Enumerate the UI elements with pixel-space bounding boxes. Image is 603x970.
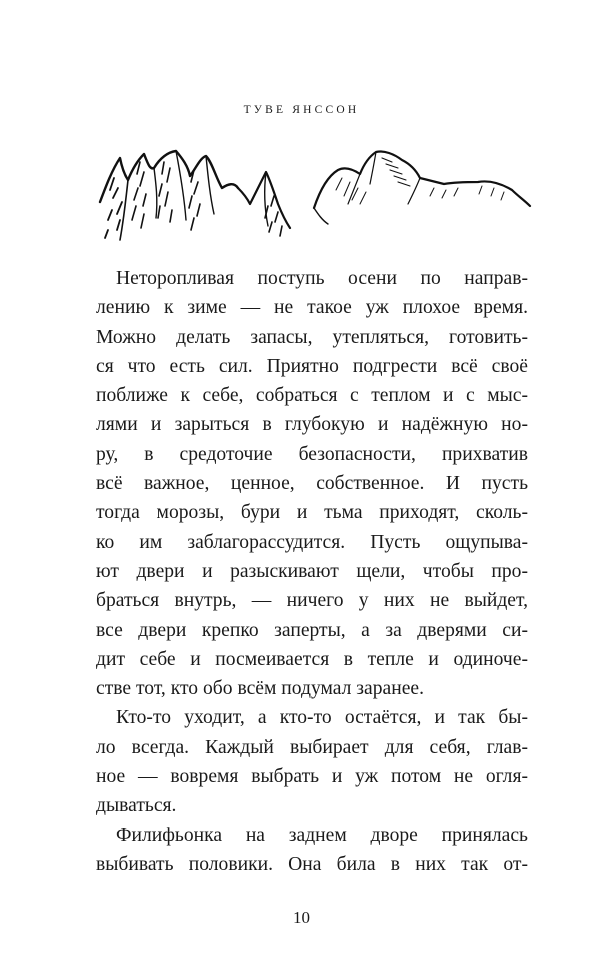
text-line: ное — вовремя выбрать и уж потом не огля- bbox=[96, 766, 528, 788]
page-number: 10 bbox=[293, 908, 310, 927]
text-line: всё важное, ценное, собственное. И пусть bbox=[96, 473, 528, 495]
text-line: поближе к себе, собраться с теплом и с мыс- bbox=[96, 385, 528, 407]
text-line: лению к зиме — не такое уж плохое время. bbox=[96, 297, 528, 319]
text-line: дит себе и посмеивается в тепле и одиноче- bbox=[96, 648, 528, 670]
running-head: ТУВЕ ЯНССОН bbox=[243, 104, 360, 116]
text-line: Можно делать запасы, утепляться, готовить- bbox=[96, 326, 528, 348]
text-line: выбивать половики. Она била в них так от- bbox=[96, 853, 528, 875]
text-line: ют двери и разыскивают щели, чтобы про- bbox=[96, 560, 528, 582]
text-line: лями и зарыться в глубокую и надёжную но- bbox=[96, 414, 528, 436]
text-line: все двери крепко заперты, а за дверями си- bbox=[96, 619, 528, 641]
text-line: Неторопливая поступь осени по направ- bbox=[116, 268, 528, 289]
text-line: ко им заблагорассудится. Пусть ощупыва- bbox=[96, 531, 528, 553]
text-line: стве тот, кто обо всём подумал заранее. bbox=[96, 678, 425, 700]
text-line: Кто-то уходит, а кто-то остаётся, и так бы- bbox=[116, 707, 528, 729]
text-line: браться внутрь, — ничего у них не выйдет, bbox=[96, 590, 528, 612]
body-text bbox=[96, 264, 528, 879]
text-line: дываться. bbox=[96, 795, 177, 817]
text-line: тогда морозы, бури и тьма приходят, сколь- bbox=[96, 502, 528, 524]
text-line: ся что есть сил. Приятно подгрести всё своё bbox=[96, 355, 528, 377]
text-line: Филифьонка на заднем дворе принялась bbox=[116, 824, 528, 846]
mountain-illustration bbox=[98, 148, 534, 250]
text-line: ру, в средоточие безопасности, прихватив bbox=[96, 443, 528, 465]
text-line: ло всегда. Каждый выбирает для себя, глав- bbox=[96, 736, 528, 758]
